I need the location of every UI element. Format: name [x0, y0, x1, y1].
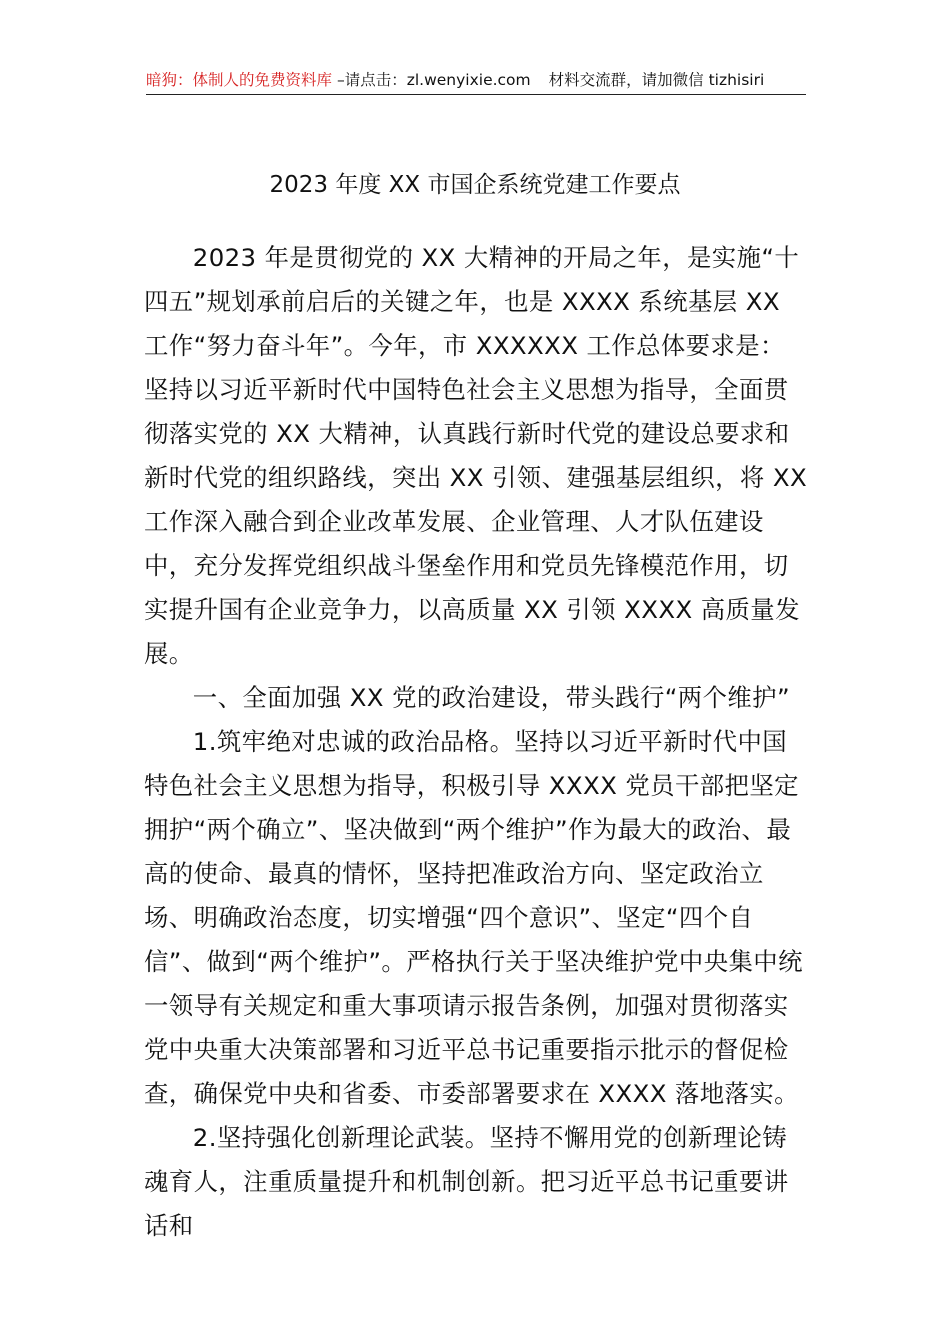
document-body — [144, 236, 808, 1248]
document-title: 2023 年度 XX 市国企系统党建工作要点 — [269, 172, 681, 198]
header-contact: 材料交流群，请加微信 tizhisiri — [548, 71, 765, 89]
header-promo: 暗狗：体制人的免费资料库 — [146, 71, 333, 89]
header-separator: –请点击： — [332, 71, 407, 89]
item-2-paragraph: 2.坚持强化创新理论武装。坚持不懈用党的创新理论铸魂育人，注重质量提升和机制创新。把习近平总书记重要讲话和 — [144, 1123, 789, 1240]
intro-paragraph: 2023 年是贯彻党的 XX 大精神的开局之年，是实施“十四五”规划承前启后的关键之年，也是 XXXX 系统基层 XX 工作“努力奋斗年”。今年，市 XXXXXX 工作总体要求是：坚持以习近平新时代中国特色社会主义思想为指导，全面贯彻落实党的 XX 大精神，认真践行新时代党的建设总要求和新时代党的组织路线，突出 XX 引领、建强基层组织，将 XX 工作深入融合到企业改革发展、企业管理、人才队伍建设中，充分发挥党组织战斗堡垒作用和党员先锋模范作用，切实提升国有企业竞争力，以高质量 XX 引领 XXXX 高质量发展。 — [144, 243, 808, 668]
item-1-paragraph: 1.筑牢绝对忠诚的政治品格。坚持以习近平新时代中国特色社会主义思想为指导，积极引导 XXXX 党员干部把坚定拥护“两个确立”、坚决做到“两个维护”作为最大的政治、最高的使命、最真的情怀，坚持把准政治方向、坚定政治立场、明确政治态度，切实增强“四个意识”、坚定“四个自信”、做到“两个维护”。严格执行关于坚决维护党中央集中统一领导有关规定和重大事项请示报告条例，加强对贯彻落实党中央重大决策部署和习近平总书记重要指示批示的督促检查，确保党中央和省委、市委部署要求在 XXXX 落地落实。 — [144, 727, 803, 1108]
section-heading-1: 一、全面加强 XX 党的政治建设，带头践行“两个维护” — [192, 683, 790, 712]
page-header — [146, 66, 806, 95]
header-url-link[interactable]: zl.wenyixie.com — [406, 71, 531, 89]
